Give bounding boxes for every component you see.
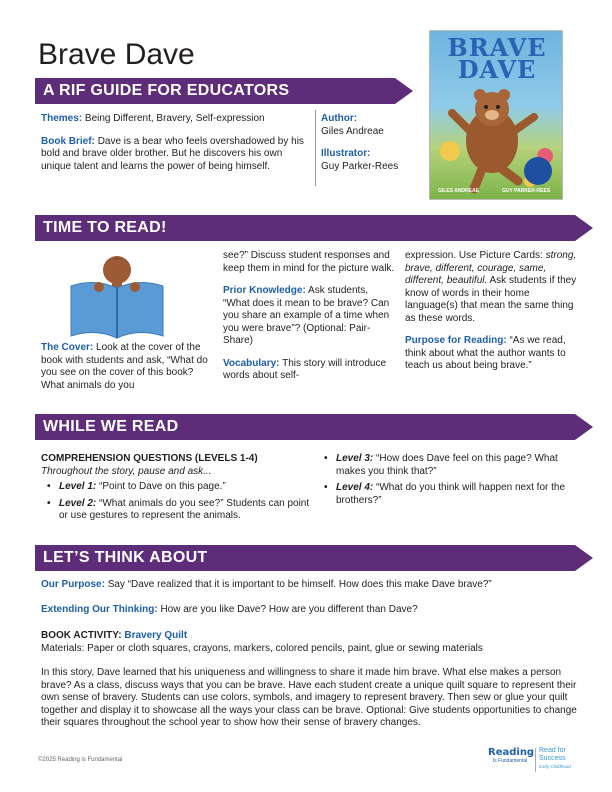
rfs-line1: Read for bbox=[539, 747, 566, 754]
time-to-read-band: TIME TO READ! bbox=[35, 215, 575, 241]
intro-credits bbox=[321, 113, 421, 173]
while-we-read-band: WHILE WE READ bbox=[35, 414, 575, 440]
vocab-cont-1: expression. Use Picture Cards: bbox=[405, 250, 546, 261]
copyright: ©2025 Reading is Fundamental bbox=[38, 757, 123, 763]
cover-title-line2: DAVE bbox=[457, 55, 537, 84]
author-label: Author: bbox=[321, 113, 358, 124]
cover-label: The Cover: bbox=[41, 342, 94, 353]
time-to-read-col2 bbox=[223, 250, 395, 393]
comprehension-left bbox=[41, 453, 311, 527]
author-name: Giles Andreae bbox=[321, 125, 384, 137]
cover-illustrator: GUY PARKER-REES bbox=[502, 188, 551, 194]
themes-text: Being Different, Bravery, Self-expression bbox=[84, 113, 265, 124]
cover-text-col1: Look at the cover of the book with students and ask, “What do you see on the cover of this book? What animals do you bbox=[41, 342, 208, 391]
comprehension-subheading: Throughout the story, pause and ask... bbox=[41, 465, 212, 477]
purpose-reading-text: “As we read, think about what the author wants to teach us about being brave.” bbox=[405, 335, 566, 371]
level-label: Level 3: bbox=[336, 453, 374, 464]
level-label: Level 2: bbox=[59, 497, 97, 509]
cover-title-line1: BRAVE bbox=[447, 33, 547, 62]
cover-title bbox=[430, 33, 563, 84]
level-text: “Point to Dave on this page.” bbox=[99, 481, 226, 492]
level-label: Level 1: bbox=[59, 481, 97, 492]
cover-text-col2: see?” Discuss student responses and keep them in mind for the picture walk. bbox=[223, 250, 395, 274]
purpose-reading-label: Purpose for Reading: bbox=[405, 335, 507, 346]
rif-logo bbox=[488, 747, 535, 764]
extending-text: How are you like Dave? How are you different than Dave? bbox=[160, 603, 418, 615]
read-for-success-logo bbox=[539, 747, 584, 771]
rif-logo-line1: Reading bbox=[488, 747, 535, 758]
rfs-line2: Success bbox=[539, 755, 566, 762]
reading-child-illustration bbox=[65, 250, 170, 340]
page-title: Brave Dave bbox=[38, 38, 195, 71]
level-text: “How does Dave feel on this page? What makes you think that?” bbox=[336, 453, 558, 477]
guide-band: A RIF GUIDE FOR EDUCATORS bbox=[35, 78, 395, 104]
our-purpose-label: Our Purpose: bbox=[41, 579, 105, 590]
level-item bbox=[41, 498, 311, 523]
activity-name: Bravery Quilt bbox=[124, 630, 188, 641]
themes-label: Themes: bbox=[41, 113, 83, 124]
time-to-read-col3 bbox=[405, 250, 577, 383]
level-text: “What animals do you see?” Students can point or use gestures to represent the animals. bbox=[59, 497, 310, 521]
vocab-cont-2: Ask students if they know of words in their home language(s) that mean the same thing as these words. bbox=[405, 275, 577, 324]
intro-divider bbox=[315, 110, 316, 186]
level-text: “What do you think will happen next for the brothers?” bbox=[336, 482, 566, 506]
activity-text: In this story, Dave learned that his uniqueness and willingness to share it made him brave. What else makes a person brave? As a class, discuss ways that you can be brave. Have each student create a unique quilt square to represent their own sense of bravery. Students can use colors, symbols, and imagery to represent bravery. Then sew or glue your quilt together and display it to showcase all the ways your class can be brave. Optional: Give students opportunities to change their squares throughout the school year to show how their sense of bravery changes. bbox=[41, 667, 577, 728]
activity-label: BOOK ACTIVITY: bbox=[41, 630, 122, 641]
book-cover bbox=[429, 30, 563, 200]
vocabulary-text: This story will introduce words about self- bbox=[223, 357, 387, 381]
cover-paragraph bbox=[41, 342, 211, 392]
level-item bbox=[41, 481, 311, 494]
extending-label: Extending Our Thinking: bbox=[41, 603, 158, 615]
rif-logo-line2: Is Fundamental bbox=[492, 758, 528, 764]
lets-think-content bbox=[41, 579, 577, 730]
prior-knowledge-text: Ask students, “What does it mean to be brave? Can you share an example of a time when you were brave”? (Optional: Pair-Share) bbox=[223, 285, 390, 346]
cover-author: GILES ANDREAE bbox=[438, 188, 479, 194]
illustrator-label: Illustrator: bbox=[321, 148, 371, 159]
prior-knowledge-label: Prior Knowledge: bbox=[223, 285, 306, 296]
lets-think-band: LET’S THINK ABOUT bbox=[35, 545, 575, 571]
illustrator-name: Guy Parker-Rees bbox=[321, 160, 399, 172]
comprehension-right bbox=[318, 453, 578, 511]
intro-left bbox=[41, 113, 309, 183]
footer-divider bbox=[535, 748, 536, 772]
level-item bbox=[318, 482, 578, 507]
level-item bbox=[318, 453, 578, 478]
our-purpose-text: Say “Dave realized that it is important to be himself. How does this make Dave brave?” bbox=[107, 579, 492, 590]
level-label: Level 4: bbox=[336, 482, 374, 493]
brief-label: Book Brief: bbox=[41, 135, 95, 147]
brief-text: Dave is a bear who feels overshadowed by his bold and brave older brother. But he discovers his own unique talent and learns the power of being himself. bbox=[41, 135, 304, 172]
vocabulary-label: Vocabulary: bbox=[223, 357, 280, 369]
comprehension-heading: COMPREHENSION QUESTIONS (LEVELS 1-4) bbox=[41, 453, 258, 464]
rfs-line3: Early Childhood bbox=[539, 764, 571, 769]
picture-cards: strong, brave, different, courage, same, different, beautiful. bbox=[405, 250, 577, 286]
materials-text: Materials: Paper or cloth squares, crayons, markers, colored pencils, paint, glue or sewing materials bbox=[41, 642, 483, 654]
